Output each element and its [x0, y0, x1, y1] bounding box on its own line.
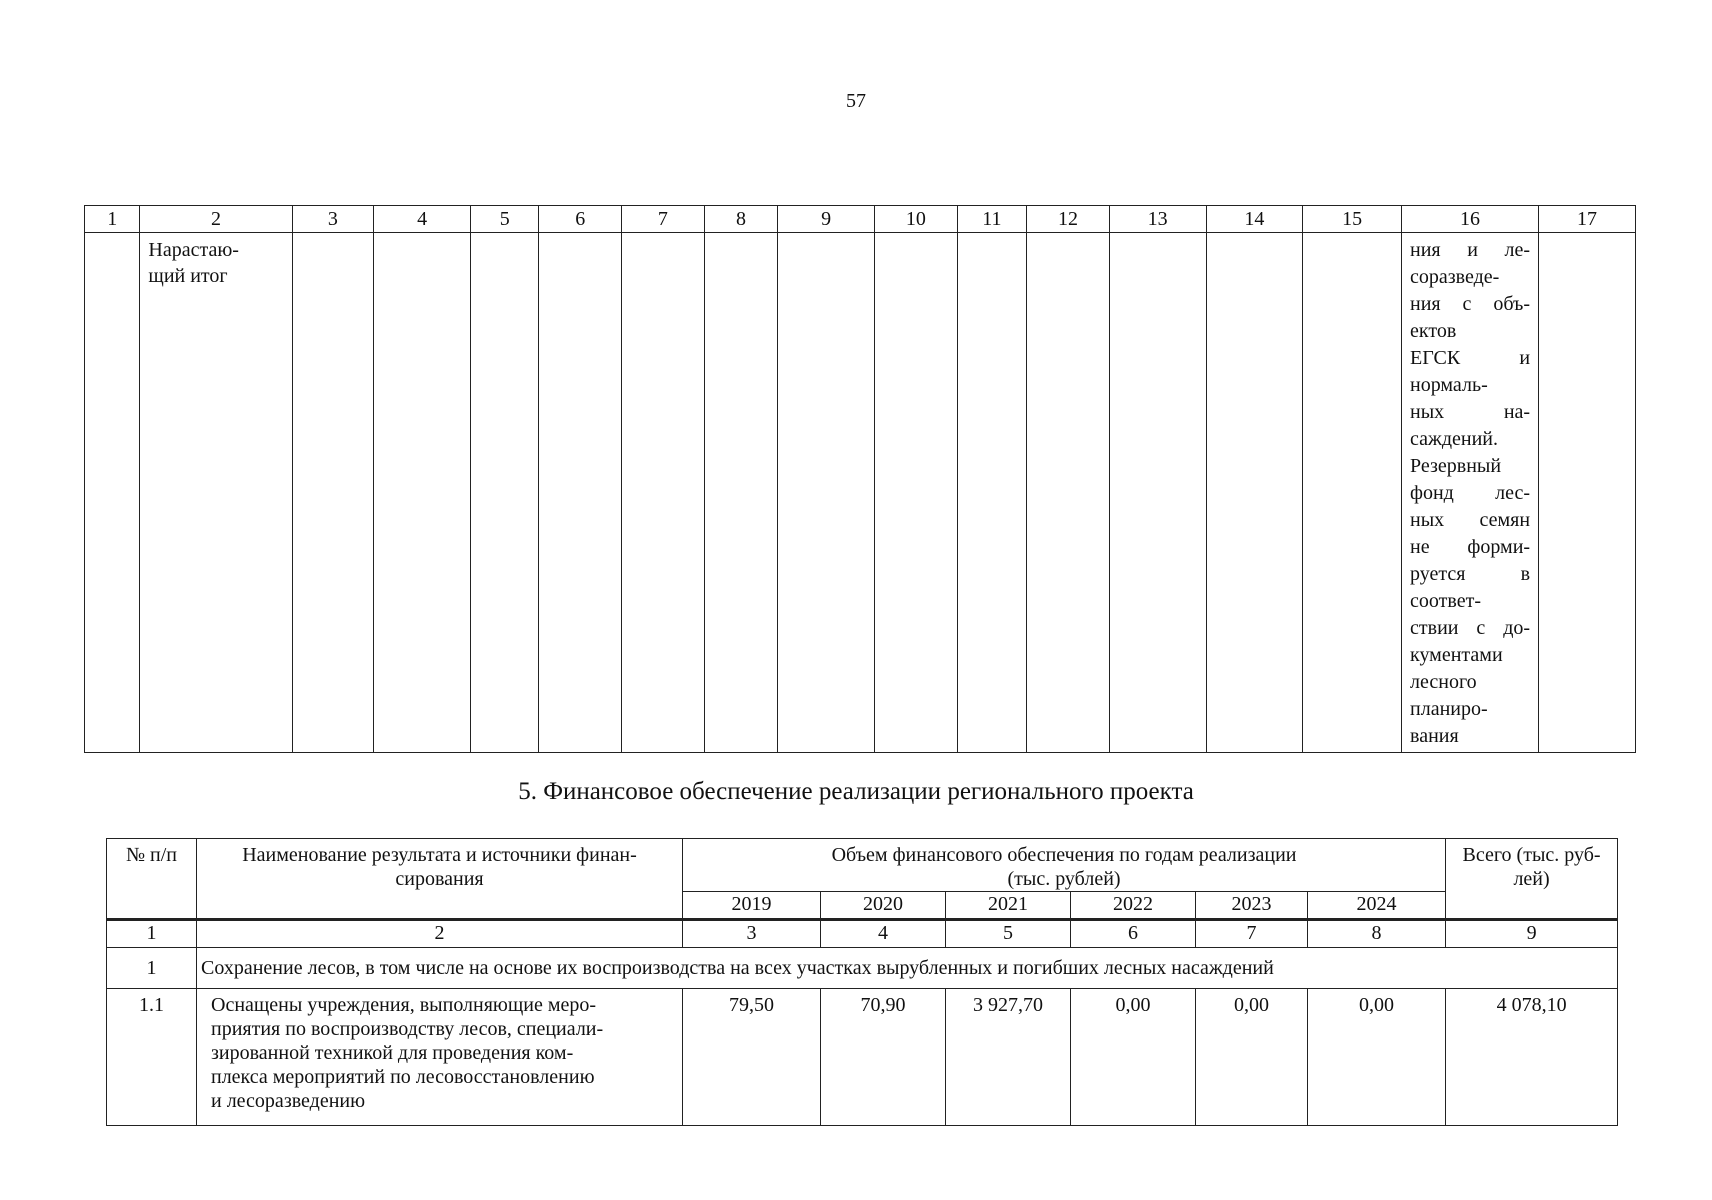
text-word: не [1410, 536, 1430, 558]
text-line: и лесоразведению [211, 1090, 366, 1112]
section-num: 1 [107, 948, 197, 989]
table1-cell [1027, 233, 1110, 753]
table1-cell [957, 233, 1027, 753]
text-word: ствии [1410, 617, 1459, 639]
result-row [107, 989, 1618, 1126]
text-word: в [1520, 563, 1531, 585]
text-word: руется [1410, 563, 1466, 585]
value-2024: 0,00 [1308, 989, 1446, 1126]
text-word: Резервный [1410, 455, 1502, 477]
index-cell: 3 [683, 920, 821, 948]
table1-body-row [85, 233, 1636, 753]
table1-header-cell: 10 [875, 206, 958, 233]
text-line: плекса мероприятий по лесовосстановлению [211, 1066, 595, 1088]
text-line [1410, 453, 1530, 480]
index-cell: 6 [1071, 920, 1196, 948]
text-line: зированной техникой для проведения ком- [211, 1042, 574, 1064]
table1-header-cell: 14 [1206, 206, 1303, 233]
total-column-header [1446, 839, 1618, 920]
text-line: (тыс. рублей) [1007, 868, 1121, 890]
table1-cell [85, 233, 140, 753]
text-word: ЕГСК [1410, 347, 1461, 369]
result-num: 1.1 [107, 989, 197, 1126]
table1-header-cell: 2 [140, 206, 292, 233]
text-line: Объем финансового обеспечения по годам реализации [831, 844, 1297, 866]
text-line: Оснащены учреждения, выполняющие меро- [211, 994, 597, 1016]
table1-header-cell: 13 [1109, 206, 1206, 233]
page-number: 57 [846, 90, 866, 112]
text-word: с [1476, 617, 1486, 639]
text-word: форми- [1467, 536, 1531, 558]
table1-header-cell: 11 [957, 206, 1027, 233]
text-word: нормаль- [1410, 374, 1488, 396]
index-cell: 8 [1308, 920, 1446, 948]
financing-table [106, 838, 1618, 1126]
text-word: лесного [1410, 671, 1477, 693]
text-line [1410, 237, 1530, 264]
text-word: ных [1410, 401, 1445, 423]
volume-column-header [683, 839, 1446, 892]
column-index-row [107, 920, 1618, 948]
table1-header-cell: 9 [778, 206, 875, 233]
section-title: 5. Финансовое обеспечение реализации регионального проекта [518, 778, 1194, 805]
comment-cell [1402, 233, 1539, 753]
index-cell: 7 [1196, 920, 1308, 948]
text-line [1410, 426, 1530, 453]
table1-header-cell: 6 [539, 206, 622, 233]
section-row [107, 948, 1618, 989]
section-text: Сохранение лесов, в том числе на основе их воспроизводства на всех участках вырубленных и погибших лесных насаждений [197, 948, 1618, 989]
table1-cell [778, 233, 875, 753]
table2-header-row [107, 839, 1618, 892]
value-2020: 70,90 [821, 989, 946, 1126]
index-cell: 5 [946, 920, 1071, 948]
text-word: на- [1503, 401, 1531, 423]
table1-cell [1206, 233, 1303, 753]
text-word: кументами [1410, 644, 1503, 666]
text-word: саждений. [1410, 428, 1498, 450]
year-cell: 2022 [1071, 892, 1196, 920]
table1-cell [875, 233, 958, 753]
index-cell: 1 [107, 920, 197, 948]
text-line: Наименование результата и источники финан- [242, 844, 637, 866]
table1-cell [1303, 233, 1402, 753]
indicators-table-continuation [84, 205, 1636, 753]
value-2022: 0,00 [1071, 989, 1196, 1126]
table1-header-cell: 7 [622, 206, 705, 233]
text-word: и [1519, 347, 1531, 369]
table1-cell [1109, 233, 1206, 753]
table1-header-cell: 17 [1539, 206, 1636, 233]
year-cell: 2021 [946, 892, 1071, 920]
table1-cell [622, 233, 705, 753]
index-cell: 4 [821, 920, 946, 948]
table1-cell [470, 233, 539, 753]
text-line: щий итог [148, 265, 228, 287]
text-line [1410, 615, 1530, 642]
text-word: ния [1410, 293, 1441, 315]
text-line [1410, 588, 1530, 615]
text-line: приятия по воспроизводству лесов, специали- [211, 1018, 604, 1040]
text-word: до- [1503, 617, 1531, 639]
table1-header-cell: 16 [1402, 206, 1539, 233]
table1-cell [292, 233, 374, 753]
table1-header-cell: 12 [1027, 206, 1110, 233]
year-cell: 2023 [1196, 892, 1308, 920]
text-line [1410, 507, 1530, 534]
index-cell: 9 [1446, 920, 1618, 948]
text-line [1410, 696, 1530, 723]
index-cell: 2 [197, 920, 683, 948]
value-total: 4 078,10 [1446, 989, 1618, 1126]
text-word: ле- [1504, 239, 1531, 261]
name-column-header [197, 839, 683, 920]
text-line: Всего (тыс. руб- [1462, 844, 1601, 866]
text-line: Нарастаю- [148, 239, 239, 261]
table1-cell [704, 233, 778, 753]
table1-cell [1539, 233, 1636, 753]
table1-header-row [85, 206, 1636, 233]
text-word: объ- [1493, 293, 1531, 315]
value-2021: 3 927,70 [946, 989, 1071, 1126]
text-word: соразведе- [1410, 266, 1500, 288]
text-line [1410, 669, 1530, 696]
text-line [1410, 291, 1530, 318]
value-2019: 79,50 [683, 989, 821, 1126]
year-cell: 2020 [821, 892, 946, 920]
text-word: семян [1479, 509, 1531, 531]
cumulative-total-label [140, 233, 292, 753]
text-word: ния [1410, 239, 1441, 261]
year-cell: 2019 [683, 892, 821, 920]
text-word: ектов [1410, 320, 1457, 342]
text-line [1410, 561, 1530, 588]
text-word: ных [1410, 509, 1445, 531]
text-line: лей) [1513, 868, 1550, 890]
text-word: соответ- [1410, 590, 1481, 612]
text-word: планиро- [1410, 698, 1488, 720]
table1-header-cell: 3 [292, 206, 374, 233]
text-line [1410, 642, 1530, 669]
text-word: с [1462, 293, 1472, 315]
text-line: сирования [395, 868, 484, 890]
text-line [1410, 372, 1530, 399]
year-cell: 2024 [1308, 892, 1446, 920]
table1-header-cell: 8 [704, 206, 778, 233]
table1-header-cell: 1 [85, 206, 140, 233]
num-column-header: № п/п [107, 839, 197, 920]
text-word: лес- [1495, 482, 1531, 504]
text-line [1410, 399, 1530, 426]
text-line [1410, 723, 1530, 750]
table1-cell [374, 233, 471, 753]
text-line [1410, 318, 1530, 345]
result-name [197, 989, 683, 1126]
text-line [1410, 345, 1530, 372]
table1-cell [539, 233, 622, 753]
table1-header-cell: 4 [374, 206, 471, 233]
text-line [1410, 264, 1530, 291]
value-2023: 0,00 [1196, 989, 1308, 1126]
table1-header-cell: 5 [470, 206, 539, 233]
text-line [1410, 534, 1530, 561]
text-word: фонд [1410, 482, 1454, 504]
text-word: и [1467, 239, 1478, 261]
text-word: вания [1410, 725, 1459, 747]
text-line [1410, 480, 1530, 507]
table1-header-cell: 15 [1303, 206, 1402, 233]
